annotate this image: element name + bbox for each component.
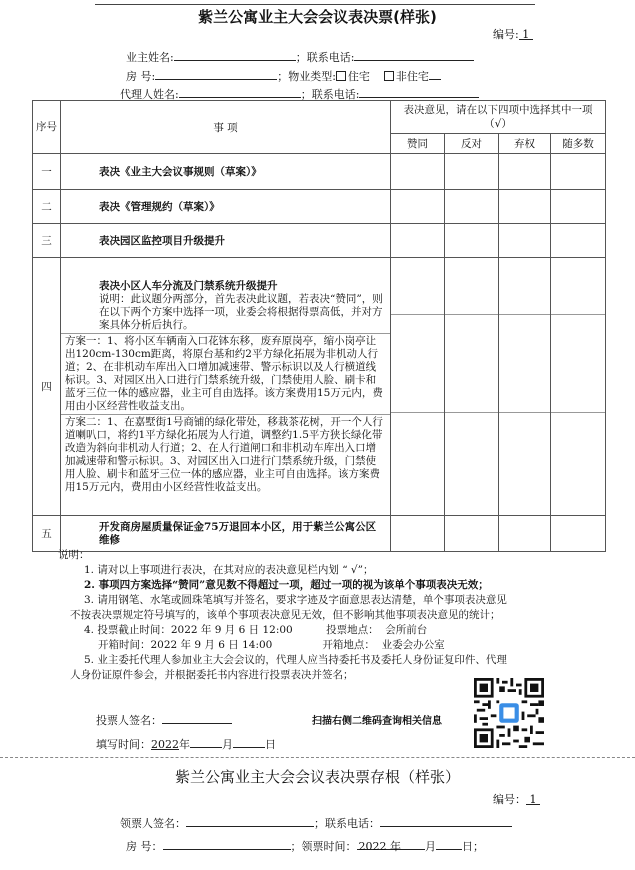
option-oppose: 反对 [445, 134, 499, 154]
row4-plan1: 方案一：1、将小区车辆南入口花钵东移，废弃原岗亭，缩小岗亭让出120cm-130cm距离，将原台基和约2平方绿化拓展为非机动人行道；2、在非机动车库出入口增加减速带、警示标识以及人行横道线标识。3、对园区出入口进行门禁系统升级，门禁使用人脸、刷卡和蓝牙三位一体的感应器，业主可自由选择。该方案费用15万元内，费用由小区经营性收益支出。 [61, 333, 390, 414]
vote-column [551, 258, 606, 516]
room-field[interactable] [155, 68, 277, 80]
row-seq: 四 [33, 258, 61, 516]
vote-cell[interactable] [499, 516, 551, 552]
year-unit: 年 [179, 738, 190, 751]
vote-cell[interactable] [445, 154, 499, 190]
row4-note: 说明：此议题分两部分，首先表决此议题，若表决“赞同”，则在以下两个方案中选择一项，业委会将根据得票高低，并对方案具体分析后执行。 [99, 292, 383, 331]
item-header: 事 项 [61, 101, 391, 154]
vote-cell[interactable] [499, 258, 550, 314]
proxy-name-field[interactable] [179, 86, 301, 98]
proxy-contact-field[interactable] [359, 86, 479, 98]
vote-cell[interactable] [499, 224, 551, 258]
vote-cell[interactable] [445, 516, 499, 552]
vote-cell[interactable] [445, 224, 499, 258]
page-title: 紫兰公寓业主大会会议表决票(样张) [198, 8, 437, 26]
vote-cell[interactable] [499, 190, 551, 224]
note-3a: 3. 请用钢笔、水笔或圆珠笔填写并签名，要求字迹及字面意思表达清楚，单个事项表决意见 [84, 594, 507, 606]
vote-cell[interactable] [499, 154, 551, 190]
fill-month-field[interactable] [190, 736, 222, 748]
stub-receive-time-label: 领票时间： [301, 840, 357, 853]
vote-cell[interactable] [551, 314, 605, 412]
vote-cell[interactable] [391, 154, 445, 190]
cut-line [0, 757, 635, 758]
row-item: 开发商房屋质量保证金75万退回本小区，用于紫兰公寓公区维修 [61, 516, 391, 552]
stub-contact-field[interactable] [380, 815, 512, 827]
stub-receiver-row: 领票人签名： ；联系电话： [120, 815, 512, 831]
stub-day: 日； [462, 840, 484, 853]
fill-date-label: 填写时间： [96, 738, 151, 751]
vote-cell[interactable] [499, 412, 550, 514]
qr-code-icon[interactable] [474, 678, 544, 748]
note-4b: 开箱时间：2022 年 9 月 6 日 14:00 开箱地点： 业委会办公室 [98, 639, 445, 651]
stub-room-label: 房 号： [126, 840, 163, 853]
stub-year[interactable]: 2022 年 [358, 840, 401, 853]
vote-cell[interactable] [391, 314, 444, 412]
row4-title: 表决小区人车分流及门禁系统升级提升 [99, 279, 278, 292]
option-agree: 赞同 [391, 134, 445, 154]
vote-cell[interactable] [499, 314, 550, 412]
vote-cell[interactable] [445, 258, 498, 314]
stub-room-row: 房 号： ；领票时间： 2022 年 月 日； [126, 840, 484, 853]
stub-title: 紫兰公寓业主大会会议表决票存根（样张） [174, 768, 460, 786]
row4-block [61, 279, 390, 333]
residential-checkbox[interactable] [336, 71, 346, 81]
note-1: 1. 请对以上事项进行表决，在其对应的表决意见栏内划 “ √”； [84, 564, 374, 576]
vote-cell[interactable] [551, 412, 605, 514]
day-unit: 日 [265, 738, 276, 751]
vote-cell[interactable] [391, 190, 445, 224]
seq-header: 序号 [33, 101, 61, 154]
ballot-table [32, 100, 606, 552]
voter-sign-field[interactable] [162, 712, 232, 724]
owner-info-row: 业主姓名: ；联系电话: [126, 49, 474, 65]
row4-item [61, 258, 391, 516]
fill-day-field[interactable] [233, 736, 265, 748]
row-seq: 一 [33, 154, 61, 190]
vote-cell[interactable] [551, 154, 606, 190]
vote-cell[interactable] [551, 224, 606, 258]
vote-cell[interactable] [551, 190, 606, 224]
fill-year[interactable]: 2022 [151, 738, 179, 751]
note-2: 2. 事项四方案选择“赞同”意见数不得超过一项，超过一项的视为该单个事项表决无效； [84, 579, 489, 591]
ballot-number [493, 26, 533, 42]
ballot-number-label: 编号: [493, 28, 519, 41]
vote-column [391, 258, 445, 516]
stub-month: 月 [425, 840, 436, 853]
fill-date-row [96, 736, 276, 752]
note-4a: 4. 投票截止时间：2022 年 9 月 6 日 12:00 投票地点： 会所前台 [84, 624, 428, 636]
room-label: 房 号: [126, 70, 156, 83]
voter-sign-label: 投票人签名： [96, 714, 162, 727]
stub-number-value: 1 [526, 793, 540, 805]
row-item: 表决园区监控项目升级提升 [61, 224, 391, 258]
room-info-row: 房 号: ；物业类型: 住宅 非住宅 [126, 68, 441, 84]
proxy-info-row: 代理人姓名: ；联系电话: [120, 86, 479, 102]
row-item: 表决《业主大会议事规则（草案）》 [61, 154, 391, 190]
stub-contact-label: 联系电话： [325, 817, 380, 830]
vote-column [499, 258, 551, 516]
stub-receiver-field[interactable] [186, 815, 314, 827]
stub-receiver-label: 领票人签名： [120, 817, 186, 830]
month-unit: 月 [222, 738, 233, 751]
vote-cell[interactable] [391, 412, 444, 514]
ballot-number-value: 1 [519, 28, 533, 40]
vote-cell[interactable] [391, 258, 444, 314]
row-seq: 五 [33, 516, 61, 552]
vote-cell[interactable] [391, 224, 445, 258]
note-5b: 人身份证原件参会，并根据委托书内容进行投票表决并签名； [70, 669, 354, 681]
vote-cell[interactable] [445, 412, 498, 514]
residential-label: 住宅 [347, 70, 370, 83]
vote-column [445, 258, 499, 516]
qr-caption: 扫描右侧二维码查询相关信息 [312, 716, 442, 727]
proxy-name-label: 代理人姓名: [120, 88, 179, 101]
vote-cell[interactable] [445, 190, 499, 224]
voter-sign-row [96, 712, 232, 728]
option-abstain: 弃权 [499, 134, 551, 154]
owner-name-field[interactable] [174, 49, 296, 61]
row-seq: 三 [33, 224, 61, 258]
vote-cell[interactable] [391, 516, 445, 552]
vote-cell[interactable] [445, 314, 498, 412]
stub-number-label: 编号： [493, 793, 526, 806]
note-3b: 不按表决票规定符号填写的，该单个事项表决意见无效，但不影响其他事项表决意见的统计； [70, 609, 501, 621]
contact-field[interactable] [354, 49, 474, 61]
contact-label-2: 联系电话: [311, 88, 360, 101]
vote-cell[interactable] [551, 516, 606, 552]
property-type-label: 物业类型: [288, 70, 336, 83]
option-follow-majority: 随多数 [551, 134, 606, 154]
top-border-line [95, 4, 535, 5]
owner-name-label: 业主姓名: [126, 51, 174, 64]
contact-label: 联系电话: [306, 51, 355, 64]
nonresidential-checkbox[interactable] [384, 71, 394, 81]
stub-room-field[interactable] [163, 838, 291, 850]
vote-header: 表决意见，请在以下四项中选择其中一项（√） [391, 101, 606, 134]
notes-heading: 说明： [58, 549, 90, 561]
stub-number [493, 791, 540, 807]
row-seq: 二 [33, 190, 61, 224]
note-5a: 5. 业主委托代理人参加业主大会会议的，代理人应当持委托书及委托人身份证复印件、代理 [84, 654, 507, 666]
row4-plan2: 方案二：1、在嘉墅街1号商铺的绿化带处，移栽茶花树，开一个人行道喇叭口，将约1平方绿化拓展为人行道，调整约1.5平方狭长绿化带改造为斜向非机动人行道；2、在人行道闸口和非机动车库出入口增加减速带和警示标识。3、对园区出入口进行门禁系统升级，门禁使用人脸、刷卡和蓝牙三位一体的感应器，业主可自由选择。该方案费用15万元内，费用由小区经营性收益支出。 [61, 414, 390, 495]
nonresidential-label: 非住宅 [395, 70, 429, 83]
row-item: 表决《管理规约（草案）》 [61, 190, 391, 224]
vote-cell[interactable] [551, 258, 605, 314]
